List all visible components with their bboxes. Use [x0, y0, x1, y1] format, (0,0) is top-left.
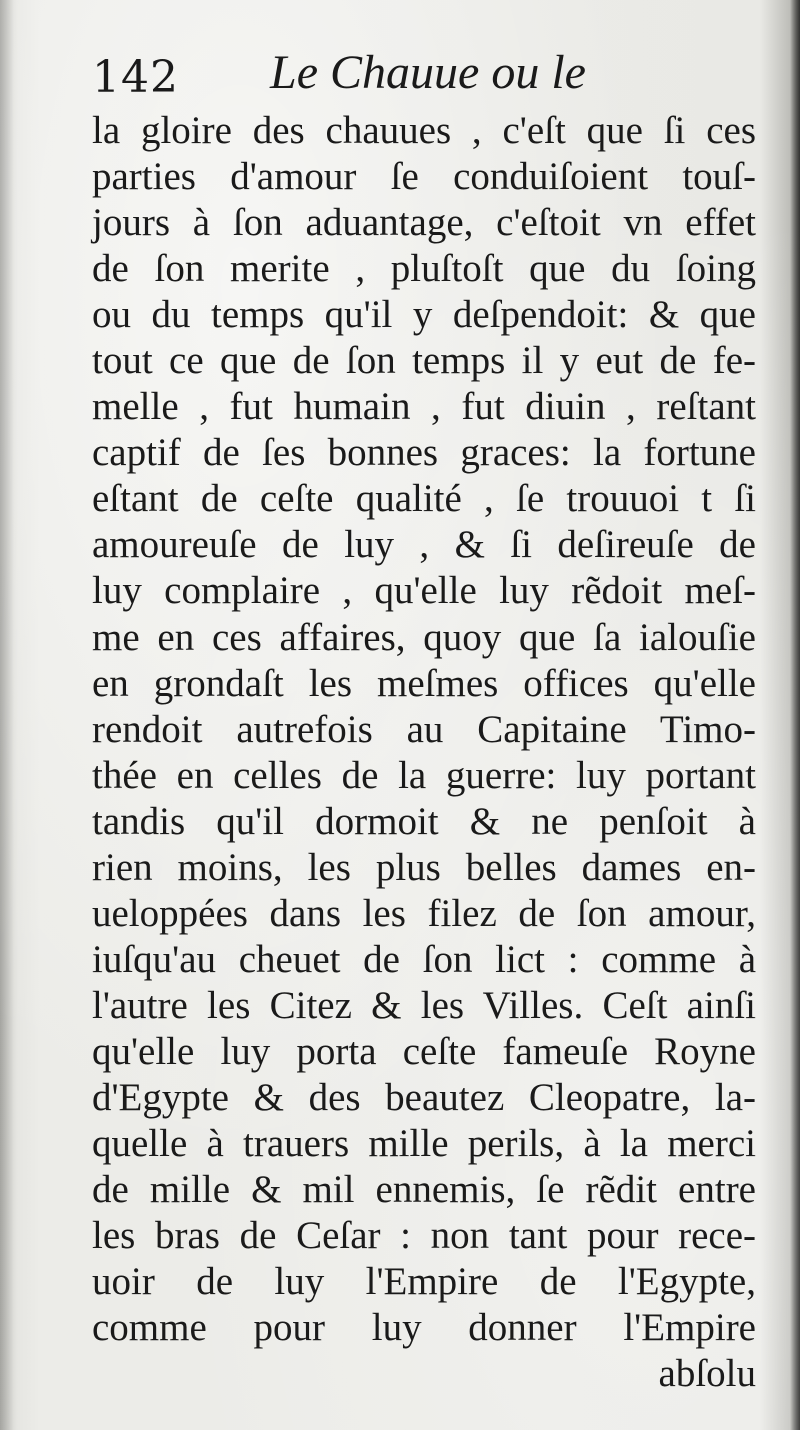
text-line: l'autre les Citez & les Villes. Ceſt ainſi: [92, 983, 756, 1027]
body-text: [92, 108, 756, 1398]
running-title: Le Chauue ou le: [270, 46, 586, 99]
text-line: ou du temps qu'il y deſpendoit: & que: [92, 293, 756, 337]
text-line: parties d'amour ſe conduiſoient touſ-: [92, 155, 756, 199]
text-line: tandis qu'il dormoit & ne penſoit à: [92, 799, 756, 843]
text-line: me en ces affaires, quoy que ſa ialouſie: [92, 615, 756, 659]
text-line: melle , fut humain , fut diuin , reſtant: [92, 385, 756, 429]
text-line: les bras de Ceſar : non tant pour rece-: [92, 1214, 756, 1258]
text-line: de ſon merite , pluſtoſt que du ſoing: [92, 247, 756, 291]
text-line: iuſqu'au cheuet de ſon lict : comme à: [92, 937, 756, 981]
text-line: de mille & mil ennemis, ſe rẽdit entre: [92, 1168, 756, 1212]
text-line: uoir de luy l'Empire de l'Egypte,: [92, 1260, 756, 1304]
text-line: rendoit autrefois au Capitaine Timo-: [92, 707, 756, 751]
text-line: luy complaire , qu'elle luy rẽdoit meſ-: [92, 569, 756, 613]
catchword: abſolu: [658, 1352, 756, 1396]
text-line: tout ce que de ſon temps il y eut de fe-: [92, 339, 756, 383]
text-line: comme pour luy donner l'Empire: [92, 1306, 756, 1350]
text-line: ueloppées dans les filez de ſon amour,: [92, 891, 756, 935]
text-line: en grondaſt les meſmes offices qu'elle: [92, 661, 756, 705]
text-line: la gloire des chauues , c'eſt que ſi ces: [92, 109, 756, 152]
text-line: amoureuſe de luy , & ſi deſireuſe de: [92, 523, 756, 567]
text-line: d'Egypte & des beautez Cleopatre, la-: [92, 1075, 756, 1119]
text-line: eſtant de ceſte qualité , ſe trouuoi t ſi: [92, 477, 756, 521]
page-header: [92, 42, 752, 112]
gutter-shadow: [0, 0, 14, 1430]
text-line: rien moins, les plus belles dames en-: [92, 845, 756, 889]
text-line: captif de ſes bonnes graces: la fortune: [92, 431, 756, 475]
text-line: qu'elle luy porta ceſte fameuſe Royne: [92, 1029, 756, 1073]
text-line: quelle à trauers mille perils, à la merci: [92, 1122, 756, 1166]
text-line: thée en celles de la guerre: luy portant: [92, 753, 756, 797]
page-edge-shadow: [790, 0, 800, 1430]
text-line: jours à ſon aduantage, c'eſtoit vn effet: [92, 201, 756, 245]
page-number: 142: [92, 52, 179, 103]
